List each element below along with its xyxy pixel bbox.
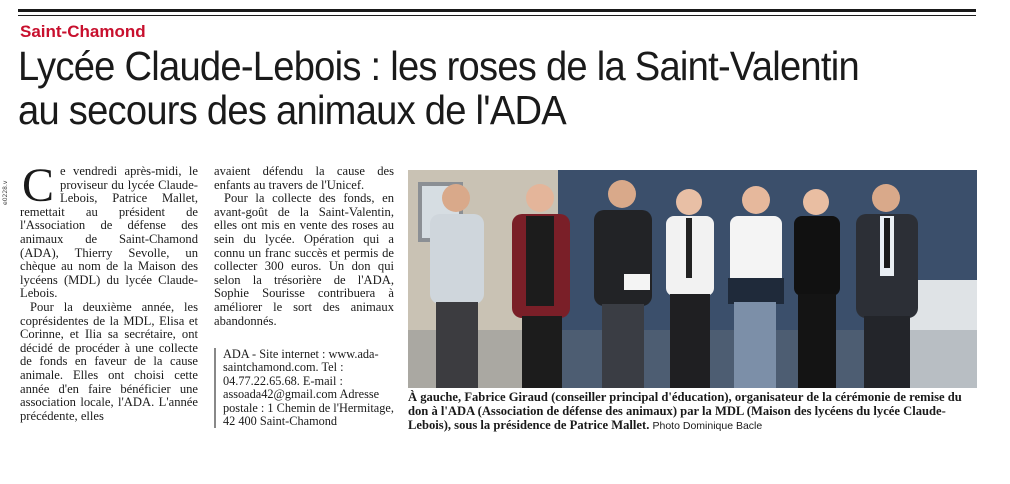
margin-code: e0228.v — [2, 180, 9, 205]
article-column-1 — [20, 159, 198, 423]
paragraph-1-text: e vendredi après-midi, le proviseur du lycée Claude-Lebois, Patrice Mallet, remettait au président de l'Association de défense des animaux de Saint-Chamond (ADA), Thierry Sevolle, un chèque au nom de la Maison des lycéens (MDL) du lycée Claude-Lebois. — [20, 164, 198, 301]
contact-info-box: ADA - Site internet : www.ada-saintchamond.com. Tel : 04.77.22.65.68. E-mail : assoada42@gmail.com Adresse postale : 1 Chemin de l'Hermitage, 42 400 Saint-Chamond — [214, 348, 399, 428]
article-paragraph-3: avaient défendu la cause des enfants au travers de l'Unicef. — [214, 164, 394, 192]
top-rule-thin — [18, 15, 976, 16]
headline-line-2: au secours des animaux de l'ADA — [18, 87, 567, 133]
caption-text: À gauche, Fabrice Giraud (conseiller principal d'éducation), organisateur de la cérémonie de remise du don à l'ADA (Association de défense des animaux) par la MDL (Maison des lycéens du lycée Claude-Lebois), sous la présidence de Patrice Mallet. — [408, 390, 962, 432]
photo-caption — [408, 391, 980, 433]
article-headline — [18, 44, 925, 132]
section-kicker: Saint-Chamond — [20, 22, 146, 41]
article-paragraph-4: Pour la collecte des fonds, en avant-goût de la Saint-Valentin, elles ont mis en vente des roses au sein du lycée. Opération qui a connu un franc succès et permis de collecter 300 euros. Un don qui selon la trésorière de l'ADA, Sophie Sourisse contribuera à améliorer le sort des animaux abandonnés. — [214, 191, 394, 328]
article-column-2 — [214, 165, 394, 328]
top-rule-thick — [18, 9, 976, 12]
article-paragraph-1 — [20, 159, 198, 301]
headline-line-1: Lycée Claude-Lebois : les roses de la Saint-Valentin — [18, 43, 859, 89]
article-photo — [408, 170, 977, 388]
photo-credit: Photo Dominique Bacle — [652, 419, 763, 432]
group-photo-illustration — [408, 170, 977, 388]
dropcap: C — [22, 159, 55, 212]
article-paragraph-2: Pour la deuxième année, les coprésidentes de la MDL, Elisa et Corinne, et Ilia sa secrétaire, ont décidé de procéder à une collecte de fonds en faveur de la cause animale. Elles ont choisi cette année d'en faire bénéficier une association locale, l'ADA. L'année précédente, elles — [20, 299, 198, 423]
